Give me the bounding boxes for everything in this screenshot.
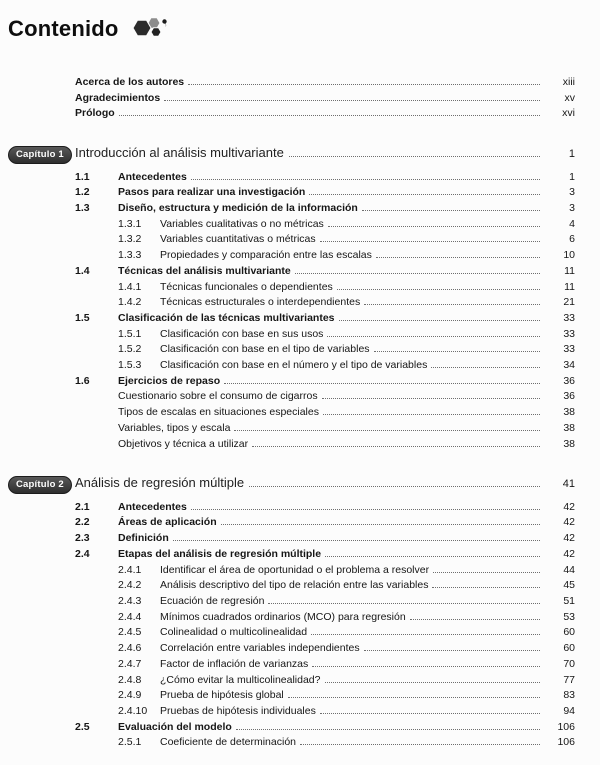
toc-entry-number: 1.6 xyxy=(75,374,90,387)
toc-entry xyxy=(75,531,575,547)
toc-entry-page: 38 xyxy=(563,437,575,450)
dotted-leader xyxy=(328,226,540,227)
toc-entry-number: 2.4.10 xyxy=(118,704,148,717)
dotted-leader xyxy=(323,414,540,415)
toc-entry xyxy=(118,735,575,751)
toc-entry-number: 2.4.3 xyxy=(118,594,142,607)
table-of-contents xyxy=(8,75,575,751)
dotted-leader xyxy=(374,351,540,352)
dotted-leader xyxy=(432,587,540,588)
toc-entry xyxy=(118,563,575,579)
toc-entry-number: 2.4.8 xyxy=(118,673,142,686)
front-matter-entry xyxy=(75,75,575,91)
toc-entry xyxy=(118,295,575,311)
toc-entry-number: 2.4.4 xyxy=(118,610,142,623)
toc-entry xyxy=(118,232,575,248)
dotted-leader xyxy=(339,320,540,321)
dotted-leader xyxy=(311,634,540,635)
dotted-leader xyxy=(221,524,540,525)
toc-entry-label: Técnicas funcionales o dependientes xyxy=(160,280,333,293)
dotted-leader xyxy=(309,194,540,195)
toc-entry xyxy=(118,578,575,594)
toc-entry-label: Coeficiente de determinación xyxy=(160,736,296,749)
front-matter xyxy=(8,75,575,122)
toc-entry-label: Identificar el área de oportunidad o el problema a resolver xyxy=(160,563,430,576)
toc-entry-label: Clasificación con base en sus usos xyxy=(160,327,324,340)
dotted-leader xyxy=(364,304,540,305)
dotted-leader xyxy=(327,336,540,337)
chapter-heading xyxy=(8,144,575,164)
toc-entry-label: Tipos de escalas en situaciones especiales xyxy=(118,406,319,419)
dotted-leader xyxy=(431,367,540,368)
toc-entry xyxy=(118,248,575,264)
toc-entry-number: 2.3 xyxy=(75,532,90,545)
toc-entry xyxy=(75,374,575,390)
toc-entry-page: 45 xyxy=(563,579,575,592)
dotted-leader xyxy=(433,572,540,573)
toc-entry-label: Clasificación con base en el número y el tipo de variables xyxy=(160,359,428,372)
toc-entry xyxy=(118,610,575,626)
toc-entry xyxy=(118,217,575,233)
toc-entry-page: 53 xyxy=(563,610,575,623)
toc-entry xyxy=(118,641,575,657)
toc-entry-number: 1.2 xyxy=(75,186,90,199)
dotted-leader xyxy=(249,486,540,487)
dotted-leader xyxy=(191,509,540,510)
dotted-leader xyxy=(268,603,540,604)
toc-entry-number: 1.3.2 xyxy=(118,233,142,246)
chapter-badge-wrap xyxy=(8,474,75,494)
chapter-badge: Capítulo 2 xyxy=(8,476,72,494)
dotted-leader xyxy=(410,619,540,620)
toc-entry xyxy=(118,688,575,704)
dotted-leader xyxy=(364,650,540,651)
toc-entry xyxy=(118,437,575,453)
dotted-leader xyxy=(320,713,540,714)
toc-entry-number: 1.5.3 xyxy=(118,359,142,372)
toc-entry-page: 1 xyxy=(569,170,575,183)
dotted-leader xyxy=(295,273,540,274)
dotted-leader xyxy=(288,697,540,698)
toc-entry xyxy=(118,405,575,421)
toc-entry-label: Evaluación del modelo xyxy=(118,720,232,733)
chapter-heading xyxy=(8,474,575,494)
toc-entry-number: 2.4.1 xyxy=(118,563,142,576)
chapter-badge: Capítulo 1 xyxy=(8,146,72,164)
page-header xyxy=(8,12,575,45)
dotted-leader xyxy=(289,156,540,157)
toc-entry-page: 21 xyxy=(563,296,575,309)
toc-entry-label: Técnicas estructurales o interdependientes xyxy=(160,296,361,309)
dotted-leader xyxy=(300,744,540,745)
toc-entry-label: Antecedentes xyxy=(118,170,187,183)
toc-entry-label: Variables cualitativas o no métricas xyxy=(160,217,324,230)
dotted-leader xyxy=(325,556,540,557)
dotted-leader xyxy=(224,383,540,384)
toc-entry xyxy=(118,280,575,296)
toc-entry-number: 1.3.3 xyxy=(118,249,142,262)
toc-entry-page: 106 xyxy=(557,720,575,733)
dotted-leader xyxy=(236,729,540,730)
toc-entry xyxy=(118,327,575,343)
toc-entry-label: Prólogo xyxy=(75,107,115,120)
chapter-page: 1 xyxy=(568,148,575,161)
toc-entry xyxy=(75,720,575,736)
toc-entry xyxy=(75,264,575,280)
toc-entry-label: Mínimos cuadrados ordinarios (MCO) para regresión xyxy=(160,610,406,623)
toc-entry-page: 51 xyxy=(563,594,575,607)
page-title: Contenido xyxy=(8,15,119,41)
dotted-leader xyxy=(234,430,540,431)
toc-entry-page: 94 xyxy=(563,704,575,717)
toc-entry-label: Factor de inflación de varianzas xyxy=(160,657,309,670)
toc-entry-page: 33 xyxy=(563,327,575,340)
chapters xyxy=(8,144,575,751)
dotted-leader xyxy=(362,210,540,211)
toc-entry-label: Correlación entre variables independientes xyxy=(160,642,360,655)
dotted-leader xyxy=(252,446,540,447)
toc-entry-label: Etapas del análisis de regresión múltiple xyxy=(118,547,322,560)
toc-entry-page: 3 xyxy=(569,202,575,215)
toc-entry-number: 2.4.6 xyxy=(118,642,142,655)
toc-entry-label: ¿Cómo evitar la multicolinealidad? xyxy=(160,673,321,686)
toc-entry xyxy=(118,704,575,720)
toc-entry-number: 1.3.1 xyxy=(118,217,142,230)
toc-entry-page: 3 xyxy=(569,186,575,199)
toc-entry xyxy=(75,500,575,516)
toc-entry-label: Colinealidad o multicolinealidad xyxy=(160,626,308,639)
toc-entry-page: 38 xyxy=(563,421,575,434)
toc-entry xyxy=(118,389,575,405)
toc-entry-page: 36 xyxy=(563,374,575,387)
toc-entry xyxy=(75,311,575,327)
toc-entry xyxy=(118,421,575,437)
toc-entry-number: 1.5 xyxy=(75,311,90,324)
toc-entry-page: 42 xyxy=(563,516,575,529)
toc-entry-number: 2.4.9 xyxy=(118,689,142,702)
chapter-badge-wrap xyxy=(8,144,75,164)
toc-entry xyxy=(118,594,575,610)
dotted-leader xyxy=(119,115,540,116)
dotted-leader xyxy=(376,257,540,258)
toc-entry-label: Agradecimientos xyxy=(75,91,161,104)
toc-entry xyxy=(75,547,575,563)
toc-entry-label: Clasificación de las técnicas multivariantes xyxy=(118,311,335,324)
toc-entry-label: Objetivos y técnica a utilizar xyxy=(118,437,249,450)
toc-entry-number: 1.4.1 xyxy=(118,280,142,293)
toc-entry-page: 42 xyxy=(563,547,575,560)
toc-entry-page: 83 xyxy=(563,689,575,702)
toc-entry-number: 2.4.7 xyxy=(118,657,142,670)
toc-entry-page: 6 xyxy=(569,233,575,246)
dotted-leader xyxy=(191,179,540,180)
dotted-leader xyxy=(188,84,540,85)
toc-entry-label: Diseño, estructura y medición de la información xyxy=(118,202,358,215)
toc-entry-label: Clasificación con base en el tipo de variables xyxy=(160,343,370,356)
toc-entry-label: Variables cuantitativas o métricas xyxy=(160,233,316,246)
toc-entry xyxy=(118,358,575,374)
toc-entry-number: 1.5.1 xyxy=(118,327,142,340)
toc-entry-number: 2.4.2 xyxy=(118,579,142,592)
toc-entry-number: 1.5.2 xyxy=(118,343,142,356)
dotted-leader xyxy=(164,100,540,101)
toc-entry-label: Acerca de los autores xyxy=(75,76,185,88)
toc-entry-label: Prueba de hipótesis global xyxy=(160,689,284,702)
toc-entry-label: Áreas de aplicación xyxy=(118,516,217,529)
toc-entry-page: 106 xyxy=(557,736,575,749)
toc-entry-label: Cuestionario sobre el consumo de cigarros xyxy=(118,390,318,403)
toc-entry xyxy=(75,515,575,531)
toc-entry-page: 33 xyxy=(563,311,575,324)
toc-entry-label: Pasos para realizar una investigación xyxy=(118,186,306,199)
toc-entry-page: 33 xyxy=(563,343,575,356)
front-matter-entry xyxy=(75,91,575,107)
toc-entry-page: 77 xyxy=(563,673,575,686)
toc-entry-number: 1.4.2 xyxy=(118,296,142,309)
toc-entry-number: 1.4 xyxy=(75,264,90,277)
toc-entry-page: 42 xyxy=(563,500,575,513)
toc-entry-number: 2.4.5 xyxy=(118,626,142,639)
toc-entry-label: Ejercicios de repaso xyxy=(118,374,221,387)
toc-entry-number: 2.4 xyxy=(75,547,90,560)
toc-entry-label: Análisis descriptivo del tipo de relación entre las variables xyxy=(160,579,429,592)
toc-entry-label: Pruebas de hipótesis individuales xyxy=(160,704,316,717)
toc-entry-label: Propiedades y comparación entre las escalas xyxy=(160,249,372,262)
toc-entry-label: Variables, tipos y escala xyxy=(118,421,231,434)
toc-entry-page: 4 xyxy=(569,217,575,230)
front-matter-entry xyxy=(75,106,575,122)
chapter-title: Introducción al análisis multivariante xyxy=(75,145,284,161)
toc-entry-page: 11 xyxy=(564,280,575,293)
toc-entry-page: 44 xyxy=(563,563,575,576)
toc-entry-number: 2.5 xyxy=(75,720,90,733)
dotted-leader xyxy=(337,289,540,290)
toc-entry-page: 42 xyxy=(563,532,575,545)
toc-entry-number: 1.1 xyxy=(75,170,90,183)
toc-entry-label: Antecedentes xyxy=(118,500,187,513)
toc-entry-page: 60 xyxy=(563,626,575,639)
toc-entry-page: 38 xyxy=(563,406,575,419)
dotted-leader xyxy=(322,398,540,399)
dotted-leader xyxy=(312,666,540,667)
toc-entry-number: 2.2 xyxy=(75,516,90,529)
dotted-leader xyxy=(320,241,540,242)
dotted-leader xyxy=(325,682,541,683)
toc-entry-label: Ecuación de regresión xyxy=(160,594,265,607)
publisher-logo-icon xyxy=(129,14,171,45)
toc-entry xyxy=(75,201,575,217)
chapter-title: Análisis de regresión múltiple xyxy=(75,475,245,491)
toc-entry-page: xv xyxy=(564,91,575,104)
toc-entry xyxy=(118,673,575,689)
toc-entry-page: xvi xyxy=(562,107,575,120)
toc-entry-page: 10 xyxy=(563,249,575,262)
toc-entry-number: 2.1 xyxy=(75,500,90,513)
toc-entry-label: Técnicas del análisis multivariante xyxy=(118,264,291,277)
toc-entry-page: xiii xyxy=(562,76,575,88)
toc-entry-page: 34 xyxy=(563,359,575,372)
toc-entry xyxy=(118,657,575,673)
toc-entry-page: 60 xyxy=(563,642,575,655)
toc-entry-page: 36 xyxy=(563,390,575,403)
toc-entry-number: 2.5.1 xyxy=(118,736,142,749)
toc-entry xyxy=(118,342,575,358)
toc-entry-label: Definición xyxy=(118,532,169,545)
toc-entry xyxy=(75,170,575,186)
dotted-leader xyxy=(173,540,540,541)
toc-entry xyxy=(118,625,575,641)
chapter-page: 41 xyxy=(562,478,575,491)
toc-entry-page: 70 xyxy=(563,657,575,670)
toc-entry-page: 11 xyxy=(564,264,575,277)
toc-entry-number: 1.3 xyxy=(75,202,90,215)
toc-entry xyxy=(75,185,575,201)
